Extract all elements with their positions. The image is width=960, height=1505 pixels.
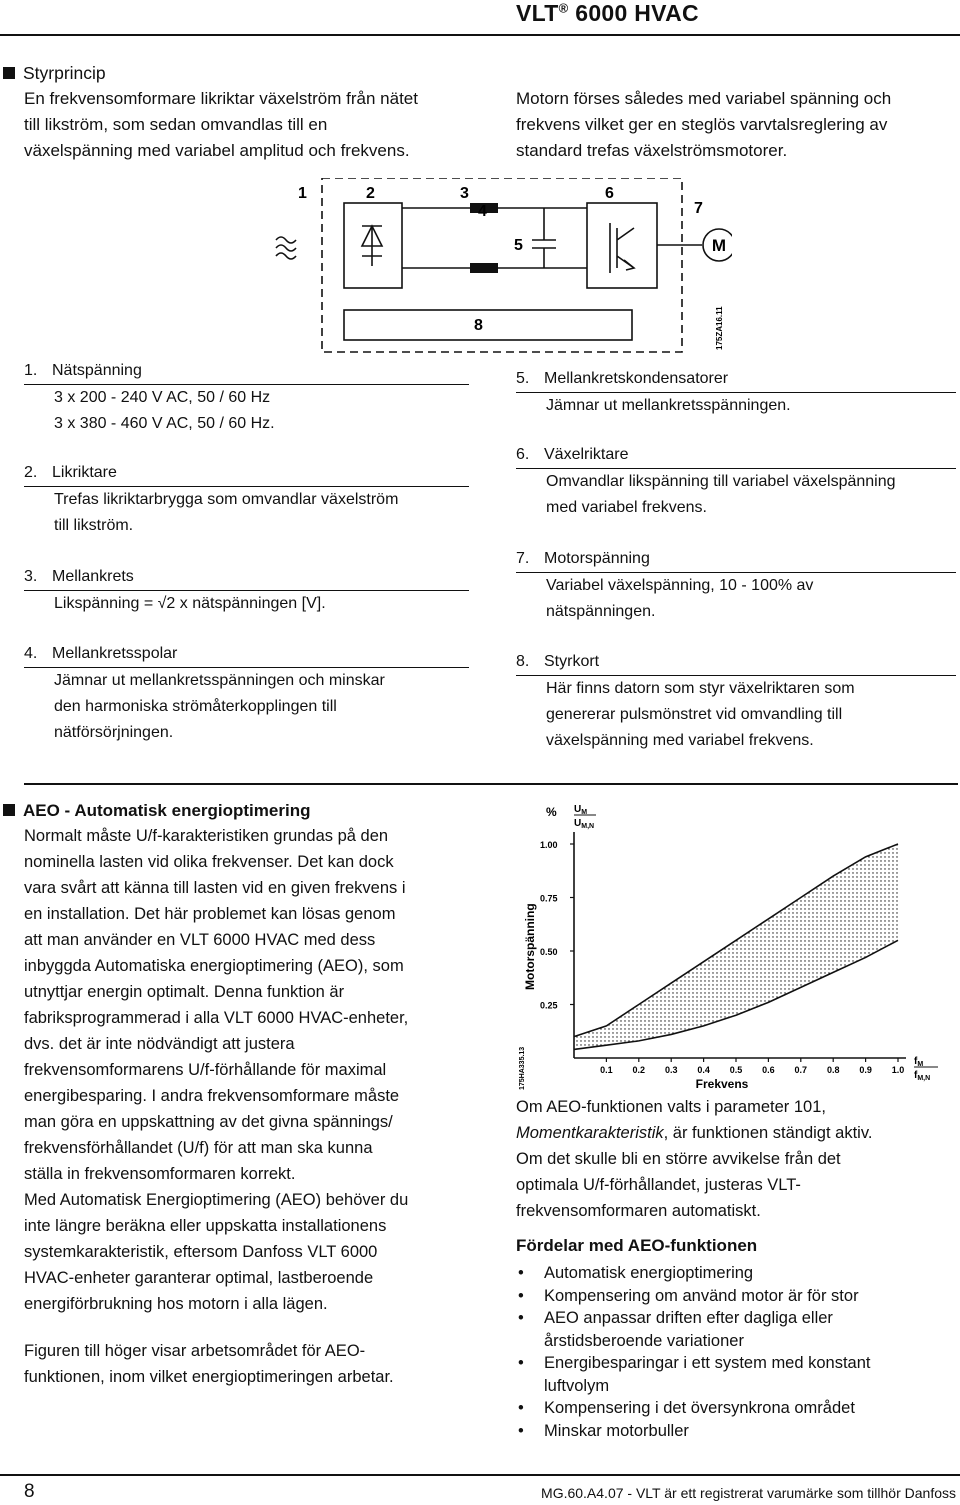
item-line: Jämnar ut mellankretsspänningen.	[546, 397, 791, 414]
aeo-right-paragraph	[516, 1094, 956, 1224]
aeo-right-line: frekvensomformaren automatiskt.	[516, 1202, 761, 1220]
item-line: Trefas likriktarbrygga som omvandlar växelström	[54, 491, 399, 508]
aeo-title: AEO - Automatisk energioptimering	[23, 801, 311, 820]
frequency-converter-block-diagram	[262, 178, 732, 358]
item-line: den harmoniska strömåterkopplingen till	[54, 698, 337, 715]
section-heading-aeo	[3, 801, 310, 821]
item-4-body	[24, 668, 469, 746]
x-ratio-num-sub: M	[917, 1061, 924, 1068]
item-1-body	[24, 385, 469, 437]
header-title-rest: 6000 HVAC	[568, 0, 699, 26]
aeo-paragraph-2	[24, 1338, 484, 1390]
y-tick-label: 0.75	[540, 893, 558, 904]
benefit-item	[516, 1285, 956, 1308]
aeo-right-line-2-rest: , är funktionen ständigt aktiv.	[663, 1124, 873, 1142]
benefits-list	[516, 1262, 956, 1442]
diagram-label-5: 5	[514, 237, 523, 254]
aeo-p1-line: ställa in frekvensomformaren korrekt.	[24, 1165, 296, 1183]
x-ratio-den-sub: M,N	[917, 1075, 931, 1082]
aeo-p1-line: systemkarakteristik, eftersom Danfoss VLT 6000	[24, 1243, 378, 1261]
x-tick-label: 1.0	[891, 1065, 905, 1075]
chart-code: 175HA335.13	[519, 1046, 526, 1090]
registered-mark: ®	[558, 0, 569, 16]
item-5-number: 5.	[516, 370, 530, 387]
item-line: Variabel växelspänning, 10 - 100% av	[546, 577, 814, 594]
item-line: Omvandlar likspänning till variabel växelspänning	[546, 473, 896, 490]
item-4-number: 4.	[24, 645, 38, 662]
diagram-dashed-border	[322, 178, 682, 352]
intro-left-line: En frekvensomformare likriktar växelström från nätet	[24, 89, 418, 108]
y-tick-label: 0.25	[540, 1000, 558, 1011]
aeo-p1-line: HVAC-enheter garanterar optimal, lastberoende	[24, 1269, 374, 1287]
item-6-body	[516, 469, 956, 521]
item-6	[516, 444, 956, 521]
benefit-line: • Energibesparingar i ett system med konstant	[544, 1354, 871, 1372]
aeo-working-area	[574, 844, 898, 1049]
ac-supply-symbol	[276, 237, 296, 259]
item-3-heading	[24, 566, 469, 591]
item-line: Likspänning = √2 x nätspänningen [V].	[54, 595, 326, 612]
y-ratio-den-text: U	[574, 818, 582, 829]
aeo-right-line: Om AEO-funktionen valts i parameter 101,	[516, 1098, 826, 1116]
x-tick-label: 0.1	[600, 1065, 613, 1075]
intro-right-line: standard trefas växelströmsmotorer.	[516, 141, 788, 160]
x-tick-label: 0.8	[826, 1065, 840, 1075]
x-tick-label: 0.3	[664, 1065, 678, 1075]
y-ratio-num-text: U	[574, 804, 582, 815]
item-1-number: 1.	[24, 362, 38, 379]
page-header-title	[516, 0, 699, 27]
diagram-label-2: 2	[366, 185, 375, 202]
section-bullet-icon	[3, 804, 15, 816]
aeo-p1-line: inte längre beräkna eller uppskatta installationens	[24, 1217, 387, 1235]
transistor-symbol	[610, 223, 634, 273]
y-ratio-num-sub: M	[581, 809, 588, 816]
intro-left-line: växelspänning med variabel amplitud och frekvens.	[24, 141, 410, 160]
aeo-p1-line: inbyggda Automatiska energioptimering (AEO), som	[24, 957, 404, 975]
intro-right-text	[516, 86, 956, 164]
x-tick-label: 0.4	[697, 1065, 710, 1075]
diode-symbol	[362, 226, 382, 266]
item-1-heading	[24, 360, 469, 385]
item-5-body	[516, 393, 956, 419]
item-line: Jämnar ut mellankretsspänningen och minskar	[54, 672, 385, 689]
benefit-line: • AEO anpassar driften efter dagliga eller	[544, 1309, 833, 1327]
intro-left-line: till likström, som sedan omvandlas till en	[24, 115, 328, 134]
benefit-line: • Automatisk energioptimering	[544, 1264, 754, 1282]
aeo-right-line: optimala U/f-förhållandet, justeras VLT-	[516, 1176, 801, 1194]
item-5	[516, 368, 956, 419]
item-1-title: Nätspänning	[52, 362, 142, 379]
aeo-p1-line: nominella lasten vid olika frekvenser. Det kan dock	[24, 853, 394, 871]
section-title: Styrprincip	[23, 63, 106, 83]
item-line: nätförsörjningen.	[54, 724, 174, 741]
benefit-item	[516, 1262, 956, 1285]
intro-left-text	[24, 86, 484, 164]
item-4-title: Mellankretsspolar	[52, 645, 178, 662]
section-heading-styrprincip	[3, 63, 106, 84]
y-ratio-den-sub: M,N	[581, 823, 595, 830]
diagram-label-8: 8	[474, 317, 483, 334]
coil-lower	[470, 263, 498, 273]
intro-right-line: frekvens vilket ger en steglös varvtalsreglering av	[516, 115, 888, 134]
section-bullet-icon	[3, 67, 15, 79]
aeo-right-line: Om det skulle bli en större avvikelse från det	[516, 1150, 841, 1168]
y-unit-label: %	[546, 805, 557, 819]
item-8-title: Styrkort	[544, 653, 600, 670]
item-6-number: 6.	[516, 446, 530, 463]
y-axis-label: Motorspänning	[523, 903, 537, 990]
item-3-number: 3.	[24, 568, 38, 585]
aeo-p1-line: att man använder en VLT 6000 HVAC med dess	[24, 931, 376, 949]
benefit-line: • Kompensering om använd motor är för stor	[544, 1286, 859, 1305]
diagram-label-6: 6	[605, 185, 614, 202]
item-2	[24, 462, 469, 539]
aeo-p1-line: dvs. det är inte nödvändigt att justera	[24, 1035, 295, 1053]
benefit-item	[516, 1307, 956, 1352]
item-7-heading	[516, 548, 956, 573]
aeo-p1-line: utnyttjar energin optimalt. Denna funktion är	[24, 983, 345, 1001]
aeo-p1-line: vara svårt att känna till lasten vid en given frekvens i	[24, 879, 406, 897]
item-6-title: Växelriktare	[544, 446, 629, 463]
diagram-label-7: 7	[694, 200, 703, 217]
item-5-title: Mellankretskondensatorer	[544, 370, 729, 387]
item-7-number: 7.	[516, 550, 530, 567]
x-ratio-numerator	[914, 1056, 923, 1068]
x-tick-label: 0.6	[762, 1065, 775, 1075]
x-tick-label: 0.2	[632, 1065, 646, 1075]
benefit-item	[516, 1352, 956, 1397]
aeo-right-line-2	[516, 1120, 956, 1146]
item-line: genererar pulsmönstret vid omvandling till	[546, 706, 843, 723]
y-tick-label: 0.50	[540, 947, 558, 957]
x-ratio-num-text: f	[914, 1056, 918, 1067]
item-3	[24, 566, 469, 617]
diagram-code: 175ZA16.11	[715, 306, 724, 350]
aeo-paragraph-1	[24, 823, 484, 1317]
item-line: Här finns datorn som styr växelriktaren som	[546, 680, 855, 697]
aeo-p1-line: man göra en uppskattning av det givna spännings/	[24, 1113, 393, 1131]
item-2-heading	[24, 462, 469, 487]
x-tick-label: 0.9	[859, 1065, 872, 1075]
item-2-body	[24, 487, 469, 539]
item-2-number: 2.	[24, 464, 38, 481]
y-ratio-denominator	[574, 818, 594, 830]
item-3-title: Mellankrets	[52, 568, 134, 585]
benefit-item	[516, 1420, 956, 1443]
item-7-title: Motorspänning	[544, 550, 650, 567]
item-4-heading	[24, 643, 469, 668]
item-8-body	[516, 676, 956, 754]
inverter-block	[587, 203, 657, 288]
footer-text: MG.60.A4.07 - VLT är ett registrerat varumärke som tillhör Danfoss	[541, 1485, 956, 1501]
y-ratio-numerator	[574, 804, 587, 816]
x-ratio-den-text: f	[914, 1070, 918, 1081]
item-8-number: 8.	[516, 653, 530, 670]
item-7-body	[516, 573, 956, 625]
benefit-line: • Kompensering i det översynkrona området	[544, 1399, 855, 1417]
item-1	[24, 360, 469, 437]
item-line: växelspänning med variabel frekvens.	[546, 732, 814, 749]
diagram-label-4: 4	[478, 203, 487, 220]
parameter-name: Momentkarakteristik	[516, 1124, 664, 1142]
x-tick-label: 0.7	[794, 1065, 808, 1075]
item-2-title: Likriktare	[52, 464, 117, 481]
motor-label: M	[711, 236, 727, 255]
aeo-p1-line: en installation. Det här problemet kan lösas genom	[24, 905, 396, 923]
item-5-heading	[516, 368, 956, 393]
aeo-p2-line: Figuren till höger visar arbetsområdet för AEO-	[24, 1342, 366, 1360]
aeo-p1-line: fabriksprogrammerad i alla VLT 6000 HVAC-enheter,	[24, 1009, 409, 1027]
item-line: med variabel frekvens.	[546, 499, 707, 516]
aeo-p1-line: Normalt måste U/f-karakteristiken grundas på den	[24, 827, 389, 845]
benefits-heading	[516, 1236, 757, 1256]
aeo-working-area-chart	[512, 800, 958, 1092]
item-line: 3 x 200 - 240 V AC, 50 / 60 Hz	[54, 389, 271, 406]
item-line: nätspänningen.	[546, 603, 656, 620]
section-separator	[24, 783, 958, 785]
header-title: VLT	[516, 0, 559, 26]
x-ratio-denominator	[914, 1070, 930, 1082]
intro-right-line: Motorn förses således med variabel spänning och	[516, 89, 892, 108]
item-7	[516, 548, 956, 625]
x-tick-label: 0.5	[729, 1065, 743, 1075]
aeo-p2-line: funktionen, inom vilket energioptimeringen arbetar.	[24, 1368, 394, 1386]
item-line: 3 x 380 - 460 V AC, 50 / 60 Hz.	[54, 415, 275, 432]
item-8-heading	[516, 651, 956, 676]
item-8	[516, 651, 956, 754]
aeo-p1-line: frekvensomformarens U/f-förhållande för maximal	[24, 1061, 387, 1079]
aeo-p1-line: frekvensförhållandet (U/f) för att man ska kunna	[24, 1139, 373, 1157]
item-3-body	[24, 591, 469, 617]
footer-rule	[0, 1474, 960, 1476]
control-card-block	[344, 310, 632, 340]
benefit-item	[516, 1397, 956, 1420]
benefit-line: årstidsberoende variationer	[544, 1331, 744, 1350]
diagram-label-1: 1	[298, 185, 307, 202]
header-rule	[0, 34, 960, 36]
page-number: 8	[24, 1481, 35, 1502]
x-axis-label: Frekvens	[695, 1077, 749, 1091]
benefits-title: Fördelar med AEO-funktionen	[516, 1236, 758, 1255]
aeo-p1-line: energiförbrukning hos motorn i alla lägen.	[24, 1295, 328, 1313]
diagram-label-3: 3	[460, 185, 469, 202]
benefit-line: • Minskar motorbuller	[544, 1421, 689, 1440]
item-line: till likström.	[54, 517, 134, 534]
item-6-heading	[516, 444, 956, 469]
benefit-line: luftvolym	[544, 1376, 610, 1395]
aeo-p1-line: Med Automatisk Energioptimering (AEO) behöver du	[24, 1191, 409, 1209]
item-4	[24, 643, 469, 746]
y-tick-label: 1.00	[540, 840, 558, 850]
aeo-p1-line: energibesparing. I andra frekvensomformare måste	[24, 1087, 400, 1105]
